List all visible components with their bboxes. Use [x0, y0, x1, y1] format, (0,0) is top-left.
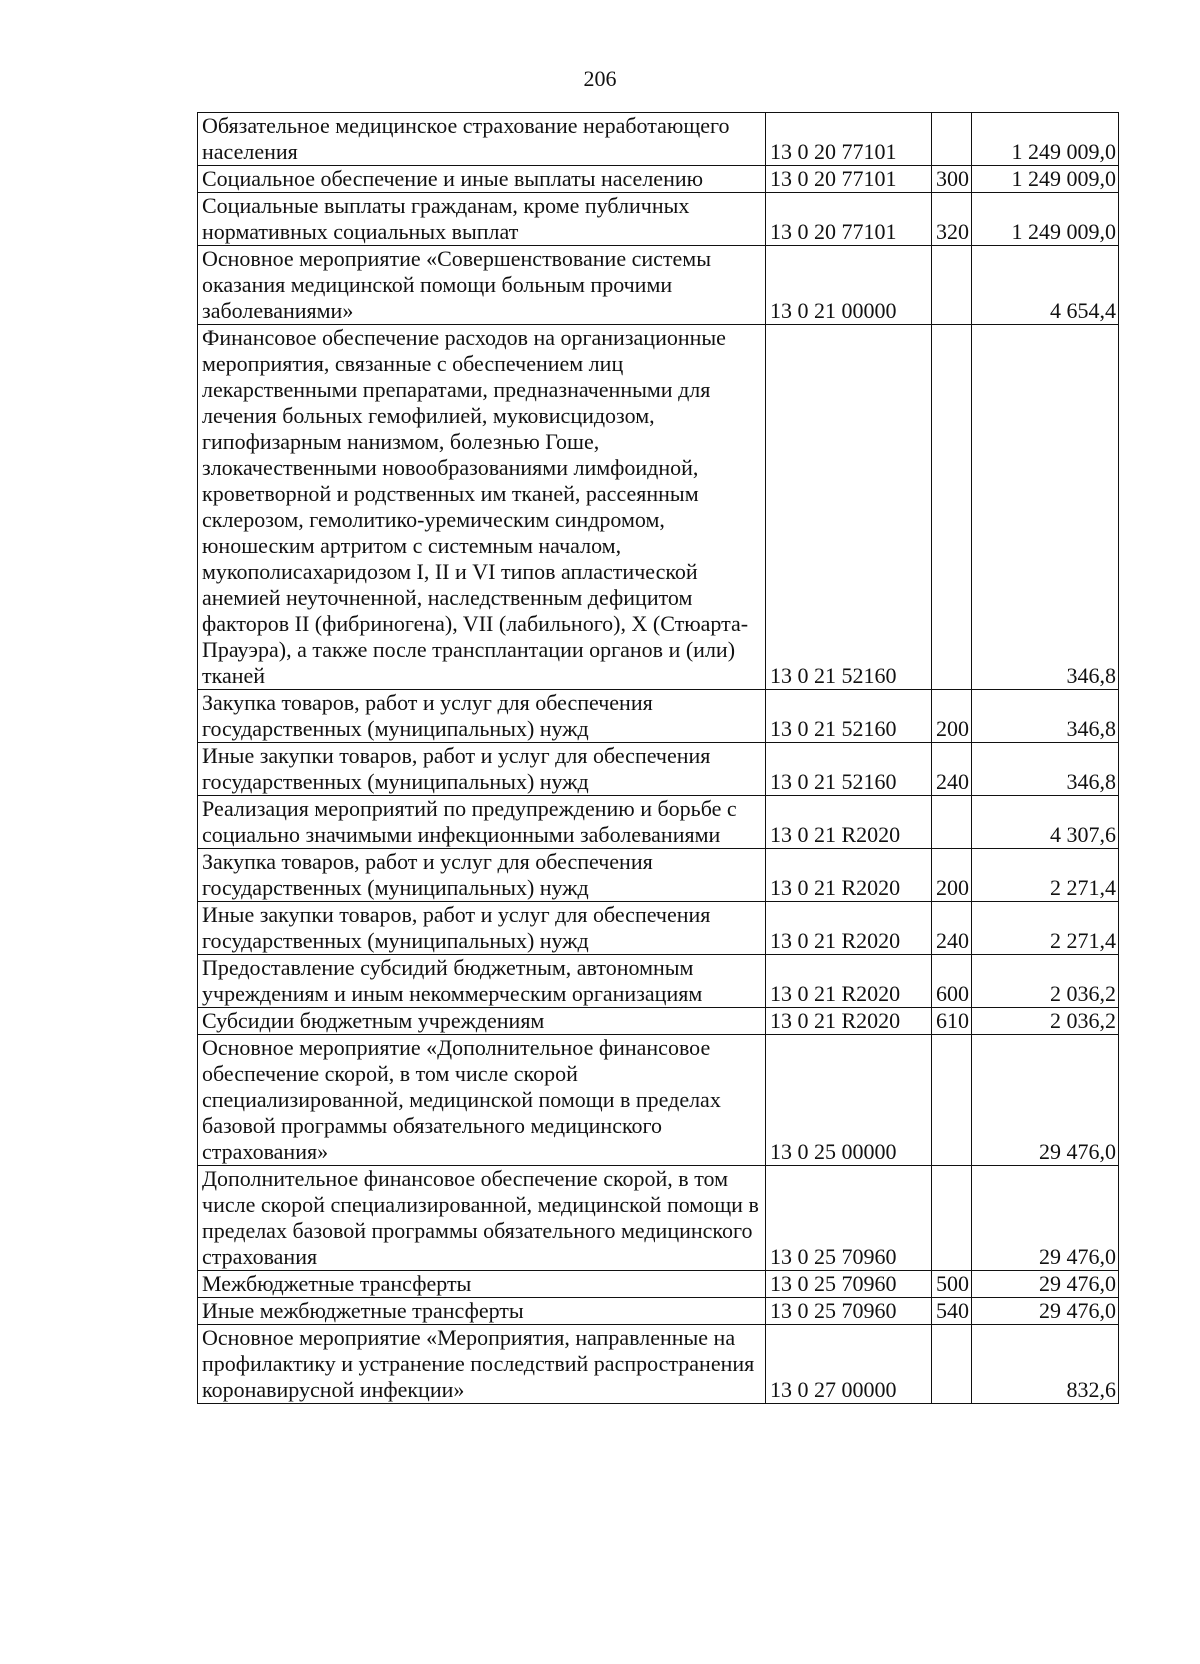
page-number: 206 [583, 66, 617, 91]
row-code: 13 0 20 77101 [766, 166, 932, 193]
table-row [198, 113, 1119, 166]
table-row [198, 849, 1119, 902]
row-amount: 346,8 [972, 325, 1119, 690]
table-row [198, 1166, 1119, 1271]
row-expense-type: 200 [932, 849, 972, 902]
row-code: 13 0 25 70960 [766, 1271, 932, 1298]
row-name: Социальное обеспечение и иные выплаты населению [198, 166, 766, 193]
row-name: Иные межбюджетные трансферты [198, 1298, 766, 1325]
row-amount: 4 307,6 [972, 796, 1119, 849]
row-expense-type: 200 [932, 690, 972, 743]
table-row [198, 166, 1119, 193]
row-expense-type [932, 1325, 972, 1404]
row-amount: 29 476,0 [972, 1035, 1119, 1166]
row-code: 13 0 21 52160 [766, 325, 932, 690]
row-expense-type: 300 [932, 166, 972, 193]
row-code: 13 0 21 R2020 [766, 1008, 932, 1035]
row-amount: 346,8 [972, 743, 1119, 796]
row-amount: 2 036,2 [972, 1008, 1119, 1035]
row-name: Реализация мероприятий по предупреждению и борьбе с социально значимыми инфекционными заболеваниями [198, 796, 766, 849]
row-name: Социальные выплаты гражданам, кроме публичных нормативных социальных выплат [198, 193, 766, 246]
row-code: 13 0 21 R2020 [766, 955, 932, 1008]
row-amount: 1 249 009,0 [972, 193, 1119, 246]
budget-table-body [198, 113, 1119, 1404]
row-code: 13 0 25 70960 [766, 1166, 932, 1271]
row-name: Межбюджетные трансферты [198, 1271, 766, 1298]
row-expense-type: 240 [932, 902, 972, 955]
row-code: 13 0 20 77101 [766, 113, 932, 166]
row-name: Основное мероприятие «Дополнительное финансовое обеспечение скорой, в том числе скорой специализированной, медицинской помощи в пределах базовой программы обязательного медицинского страхования» [198, 1035, 766, 1166]
row-name: Предоставление субсидий бюджетным, автономным учреждениям и иным некоммерческим организациям [198, 955, 766, 1008]
table-row [198, 955, 1119, 1008]
row-code: 13 0 21 00000 [766, 246, 932, 325]
table-row [198, 796, 1119, 849]
row-amount: 29 476,0 [972, 1166, 1119, 1271]
row-amount: 2 271,4 [972, 902, 1119, 955]
row-name: Субсидии бюджетным учреждениям [198, 1008, 766, 1035]
row-expense-type: 600 [932, 955, 972, 1008]
table-row [198, 902, 1119, 955]
row-amount: 1 249 009,0 [972, 113, 1119, 166]
row-amount: 832,6 [972, 1325, 1119, 1404]
row-name: Закупка товаров, работ и услуг для обеспечения государственных (муниципальных) нужд [198, 690, 766, 743]
row-name: Основное мероприятие «Совершенствование системы оказания медицинской помощи больным прочими заболеваниями» [198, 246, 766, 325]
row-name: Закупка товаров, работ и услуг для обеспечения государственных (муниципальных) нужд [198, 849, 766, 902]
row-amount: 1 249 009,0 [972, 166, 1119, 193]
row-expense-type: 540 [932, 1298, 972, 1325]
row-expense-type: 240 [932, 743, 972, 796]
row-expense-type [932, 246, 972, 325]
row-amount: 2 271,4 [972, 849, 1119, 902]
row-name: Финансовое обеспечение расходов на организационные мероприятия, связанные с обеспечением лиц лекарственными препаратами, предназначенными для лечения больных гемофилией, муковисцидозом, гипофизарным нанизмом, болезнью Гоше, злокачественными новообразованиями лимфоидной, кроветворной и родственных им тканей, рассеянным склерозом, гемолитико-уремическим синдромом, юношеским артритом с системным началом, мукополисахаридозом I, II и VI типов апластической анемией неуточненной, наследственным дефицитом факторов II (фибриногена), VII (лабильного), X (Стюарта-Прауэра), а также после трансплантации органов и (или) тканей [198, 325, 766, 690]
table-row [198, 1298, 1119, 1325]
table-row [198, 743, 1119, 796]
row-code: 13 0 27 00000 [766, 1325, 932, 1404]
table-row [198, 1008, 1119, 1035]
row-expense-type [932, 113, 972, 166]
row-expense-type [932, 1035, 972, 1166]
row-code: 13 0 25 00000 [766, 1035, 932, 1166]
table-row [198, 690, 1119, 743]
row-code: 13 0 21 R2020 [766, 849, 932, 902]
budget-table [197, 112, 1119, 1404]
table-row [198, 193, 1119, 246]
row-code: 13 0 21 R2020 [766, 902, 932, 955]
row-name: Основное мероприятие «Мероприятия, направленные на профилактику и устранение последствий распространения коронавирусной инфекции» [198, 1325, 766, 1404]
row-code: 13 0 20 77101 [766, 193, 932, 246]
row-name: Дополнительное финансовое обеспечение скорой, в том числе скорой специализированной, медицинской помощи в пределах базовой программы обязательного медицинского страхования [198, 1166, 766, 1271]
row-amount: 4 654,4 [972, 246, 1119, 325]
row-name: Обязательное медицинское страхование неработающего населения [198, 113, 766, 166]
row-amount: 29 476,0 [972, 1298, 1119, 1325]
table-row [198, 325, 1119, 690]
row-name: Иные закупки товаров, работ и услуг для обеспечения государственных (муниципальных) нужд [198, 743, 766, 796]
table-row [198, 246, 1119, 325]
row-name: Иные закупки товаров, работ и услуг для обеспечения государственных (муниципальных) нужд [198, 902, 766, 955]
row-code: 13 0 21 52160 [766, 690, 932, 743]
row-expense-type: 320 [932, 193, 972, 246]
row-code: 13 0 21 52160 [766, 743, 932, 796]
row-code: 13 0 25 70960 [766, 1298, 932, 1325]
row-expense-type [932, 325, 972, 690]
row-amount: 29 476,0 [972, 1271, 1119, 1298]
row-code: 13 0 21 R2020 [766, 796, 932, 849]
table-row [198, 1035, 1119, 1166]
row-expense-type [932, 1166, 972, 1271]
row-expense-type: 610 [932, 1008, 972, 1035]
row-amount: 346,8 [972, 690, 1119, 743]
table-row [198, 1325, 1119, 1404]
row-amount: 2 036,2 [972, 955, 1119, 1008]
row-expense-type [932, 796, 972, 849]
table-row [198, 1271, 1119, 1298]
row-expense-type: 500 [932, 1271, 972, 1298]
